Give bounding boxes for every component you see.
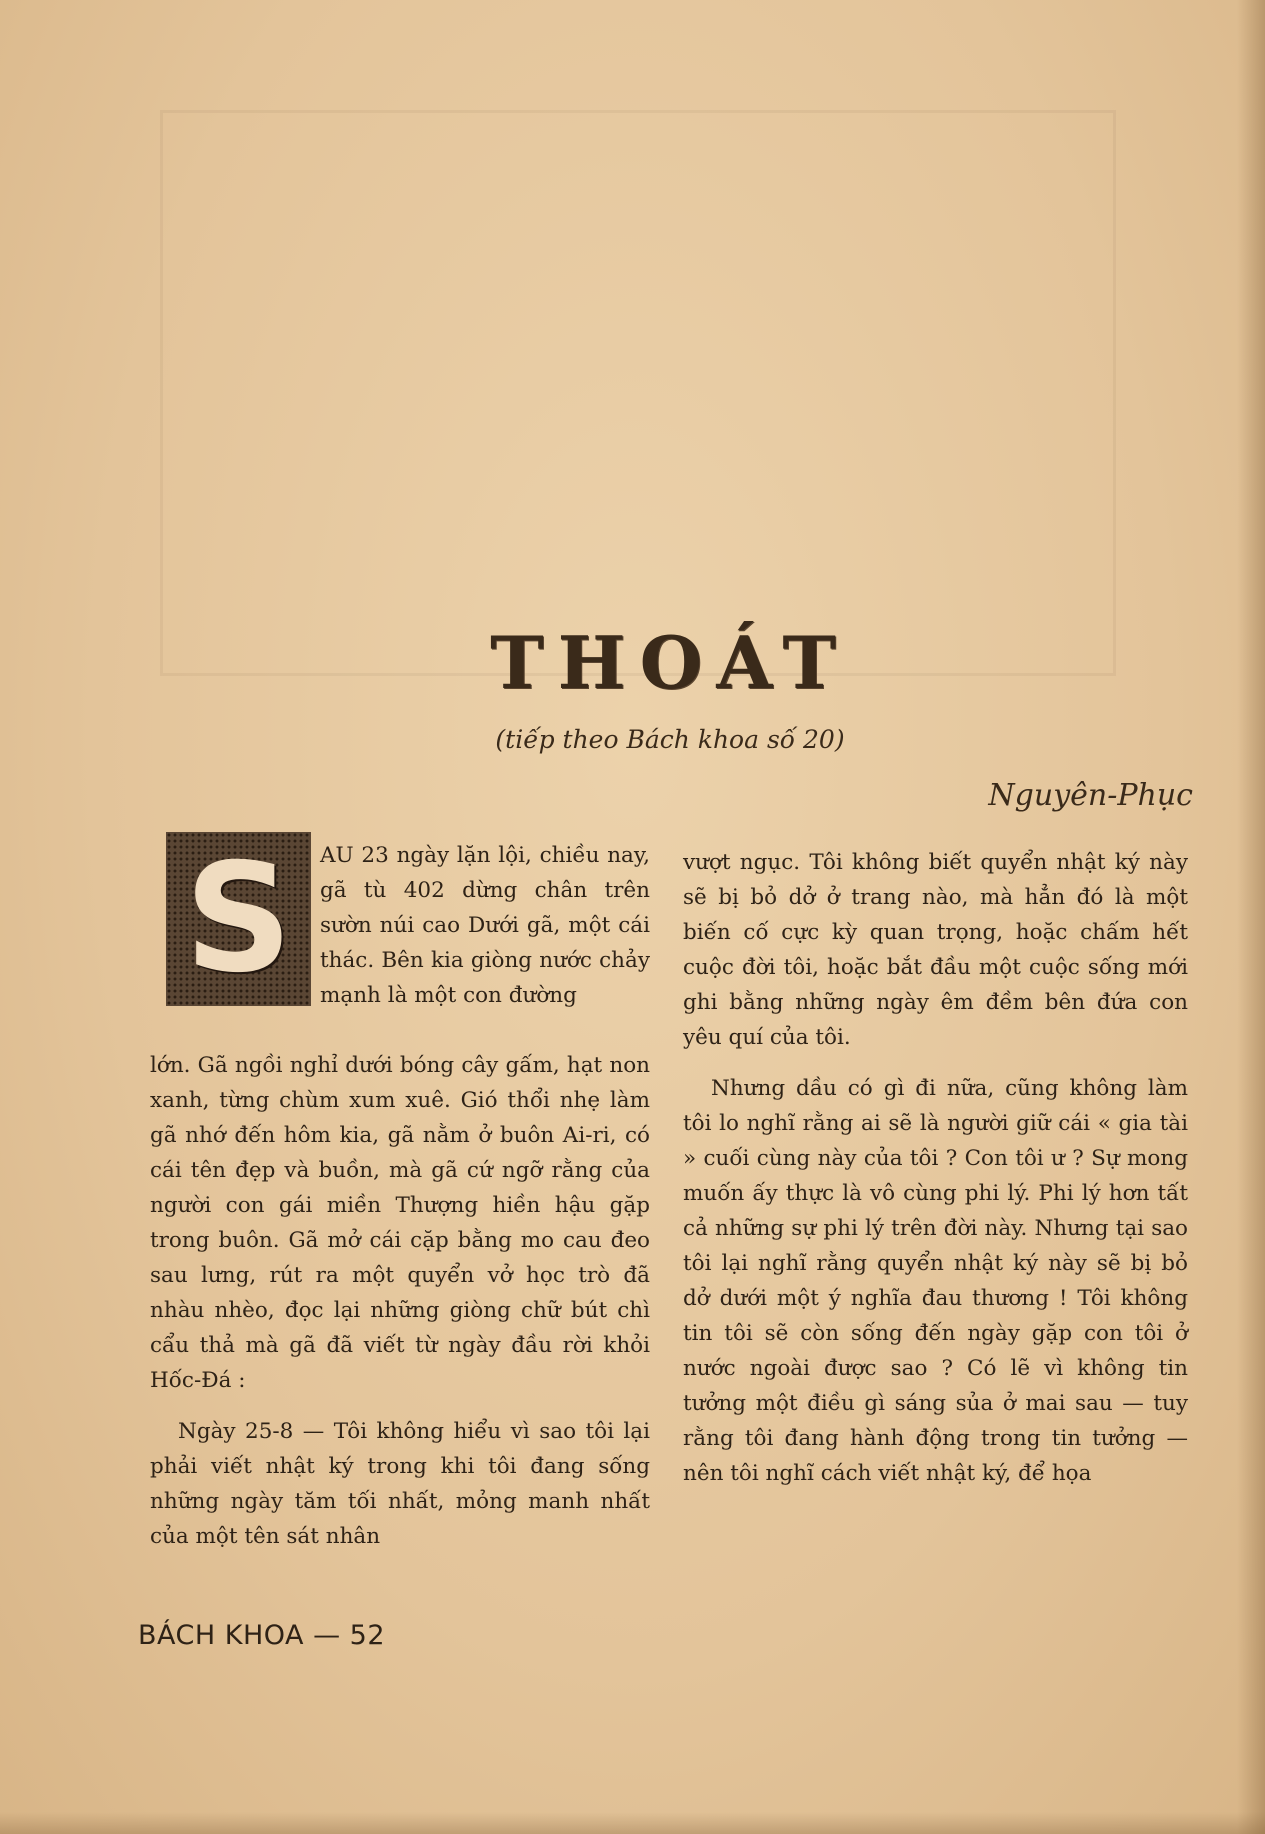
page-footer: BÁCH KHOA — 52: [138, 1620, 386, 1651]
article-subtitle: (tiếp theo Bách khoa số 20): [495, 725, 845, 754]
left-column: [150, 1048, 650, 1554]
intro-paragraph: AU 23 ngày lặn lội, chiều nay, gã tù 402 dừng chân trên sườn núi cao Dưới gã, một cái thác. Bên kia giòng nước chảy mạnh là một con đường: [320, 843, 650, 1008]
intro-continuation: lớn. Gã ngồi nghỉ dưới bóng cây gấm, hạt non xanh, từng chùm xum xuê. Gió thổi nhẹ làm gã nhớ đến hôm kia, gã nằm ở buôn Ai-ri, có cái tên đẹp và buồn, mà gã cứ ngỡ rằng của người con gái miền Thượng hiền hậu gặp trong buôn. Gã mở cái cặp bằng mo cau đeo sau lưng, rút ra một quyển vở học trò đã nhàu nhèo, đọc lại những giòng chữ bút chì cẩu thả mà gã đã viết từ ngày đầu rời khỏi Hốc-Đá :: [150, 1053, 650, 1393]
right-column: [683, 845, 1188, 1491]
show-through-frame: [160, 110, 1116, 676]
drop-cap-letter: S: [184, 832, 293, 1006]
paper-bottom-shadow: [0, 1812, 1265, 1834]
paper-edge-shadow: [1237, 0, 1265, 1834]
drop-cap: [166, 832, 311, 1006]
diary-entry-paragraph: Ngày 25-8 — Tôi không hiểu vì sao tôi lại phải viết nhật ký trong khi tôi đang sống những ngày tăm tối nhất, mỏng manh nhất của một tên sát nhân: [150, 1419, 650, 1549]
right-paragraph-2: Nhưng dầu có gì đi nữa, cũng không làm tôi lo nghĩ rằng ai sẽ là người giữ cái « gia tài » cuối cùng này của tôi ? Con tôi ư ? Sự mong muốn ấy thực là vô cùng phi lý. Phi lý hơn tất cả những sự phi lý trên đời này. Nhưng tại sao tôi lại nghĩ rằng quyển nhật ký này sẽ bị bỏ dở dưới một ý nghĩa đau thương ! Tôi không tin tôi sẽ còn sống đến ngày gặp con tôi ở nước ngoài được sao ? Có lẽ vì không tin tưởng một điều gì sáng sủa ở mai sau — tuy rằng tôi đang hành động trong tin tưởng — nên tôi nghĩ cách viết nhật ký, để họa: [683, 1076, 1188, 1486]
right-paragraph-1: vượt ngục. Tôi không biết quyển nhật ký này sẽ bị bỏ dở ở trang nào, mà hẳn đó là một biến cố cực kỳ quan trọng, hoặc chấm hết cuộc đời tôi, hoặc bắt đầu một cuộc sống mới ghi bằng những ngày êm đềm bên đứa con yêu quí của tôi.: [683, 850, 1188, 1050]
article-title: THOÁT: [490, 620, 850, 705]
article-author: Nguyên-Phục: [988, 778, 1193, 813]
left-column-intro: [320, 838, 650, 1013]
